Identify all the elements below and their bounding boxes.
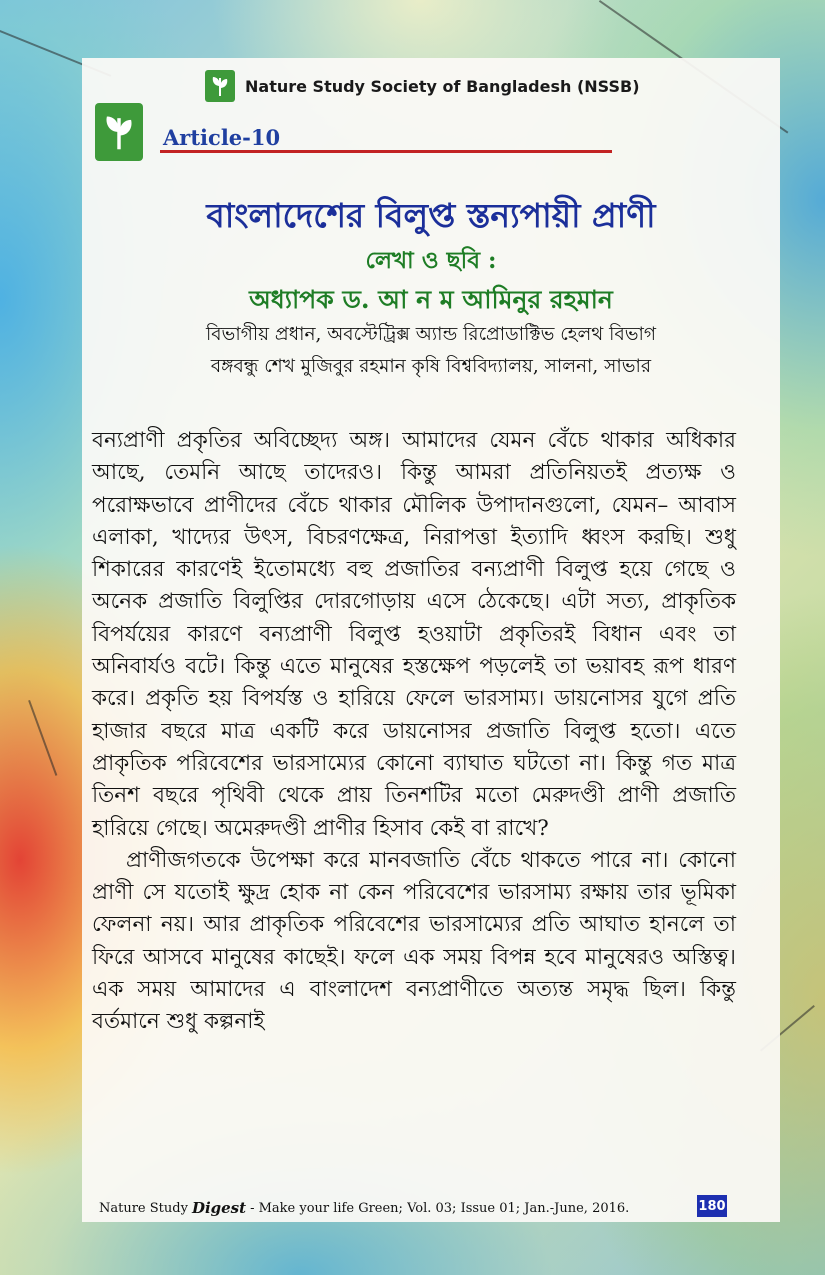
map-border-line (28, 700, 57, 776)
article-title: বাংলাদেশের বিলুপ্ত স্তন্যপায়ী প্রাণী (206, 196, 656, 235)
page-number-badge: 180 (697, 1195, 727, 1217)
page-header (205, 66, 640, 106)
leaf-icon (100, 110, 138, 154)
footer-issue-info: - Make your life Green; Vol. 03; Issue 01; Jan.-June, 2016. (250, 1200, 630, 1216)
author-name: অধ্যাপক ড. আ ন ম আমিনুর রহমান (249, 285, 613, 314)
page-footer (99, 1197, 629, 1219)
body-paragraph: প্রাণীজগতকে উপেক্ষা করে মানবজাতি বেঁচে থাকতে পারে না। কোনো প্রাণী সে যতোই ক্ষুদ্র হোক না কেন পরিবেশের ভারসাম্য রক্ষায় তার ভূমিকা ফেলনা নয়। আর প্রাকৃতিক পরিবেশের ভারসাম্যের প্রতি আঘাত হানলে তা ফিরে আসবে মানুষের কাছেই। ফলে এক সময় বিপন্ন হবে মানুষেরও অস্তিত্ব। এক সময় আমাদের এ বাংলাদেশ বন্যপ্রাণীতে অত্যন্ত সমৃদ্ধ ছিল। কিন্তু বর্তমানে শুধু কল্পনাই (92, 847, 736, 1035)
author-university: বঙ্গবন্ধু শেখ মুজিবুর রহমান কৃষি বিশ্ববিদ্যালয়, সালনা, সাভার (210, 356, 652, 377)
nssb-logo-icon (205, 70, 235, 102)
article-number-label: Article-10 (163, 125, 281, 150)
footer-digest: Digest (191, 1199, 247, 1217)
organization-name: Nature Study Society of Bangladesh (NSSB) (245, 76, 640, 96)
article-body (92, 425, 736, 1039)
footer-prefix: Nature Study (99, 1200, 188, 1216)
body-paragraph: বন্যপ্রাণী প্রকৃতির অবিচ্ছেদ্য অঙ্গ। আমাদের যেমন বেঁচে থাকার অধিকার আছে, তেমনি আছে তাদেরও। কিন্তু আমরা প্রতিনিয়তই প্রত্যক্ষ ও পরোক্ষভাবে প্রাণীদের বেঁচে থাকার মৌলিক উপাদানগুলো, যেমন– আবাস এলাকা, খাদ্যের উৎস, বিচরণক্ষেত্র, নিরাপত্তা ইত্যাদি ধ্বংস করছি। শুধু শিকারের কারণেই ইতোমধ্যে বহু প্রজাতির বন্যপ্রাণী বিলুপ্ত হয়ে গেছে ও অনেক প্রজাতি বিলুপ্তির দোরগোড়ায় এসে ঠেকেছে। এটা সত্য, প্রাকৃতিক বিপর্যয়ের কারণে বন্যপ্রাণী বিলুপ্ত হওয়াটা প্রকৃতিরই বিধান এবং তা অনিবার্যও বটে। কিন্তু এতে মানুষের হস্তক্ষেপ পড়লেই তা ভয়াবহ রূপ ধারণ করে। প্রকৃতি হয় বিপর্যস্ত ও হারিয়ে ফেলে ভারসাম্য। ডায়নোসর যুগে প্রতি হাজার বছরে মাত্র একটি করে ডায়নোসর প্রজাতি বিলুপ্ত হতো। এতে প্রাকৃতিক পরিবেশের ভারসাম্যের কোনো ব্যাঘাত ঘটতো না। কিন্তু গত মাত্র তিনশ বছরে পৃথিবী থেকে প্রায় তিনশটির মতো মেরুদণ্ডী প্রাণী প্রজাতি হারিয়ে গেছে। অমেরুদণ্ডী প্রাণীর হিসাব কেই বা রাখে? (92, 428, 736, 841)
header-rule-divider (160, 150, 612, 153)
article-credit-label: লেখা ও ছবি : (365, 247, 497, 274)
nssb-logo-large-icon (95, 103, 143, 161)
leaf-icon (209, 74, 231, 98)
author-department: বিভাগীয় প্রধান, অবস্টেট্রিক্স অ্যান্ড রিপ্রোডাক্টিভ হেলথ বিভাগ (205, 324, 657, 345)
